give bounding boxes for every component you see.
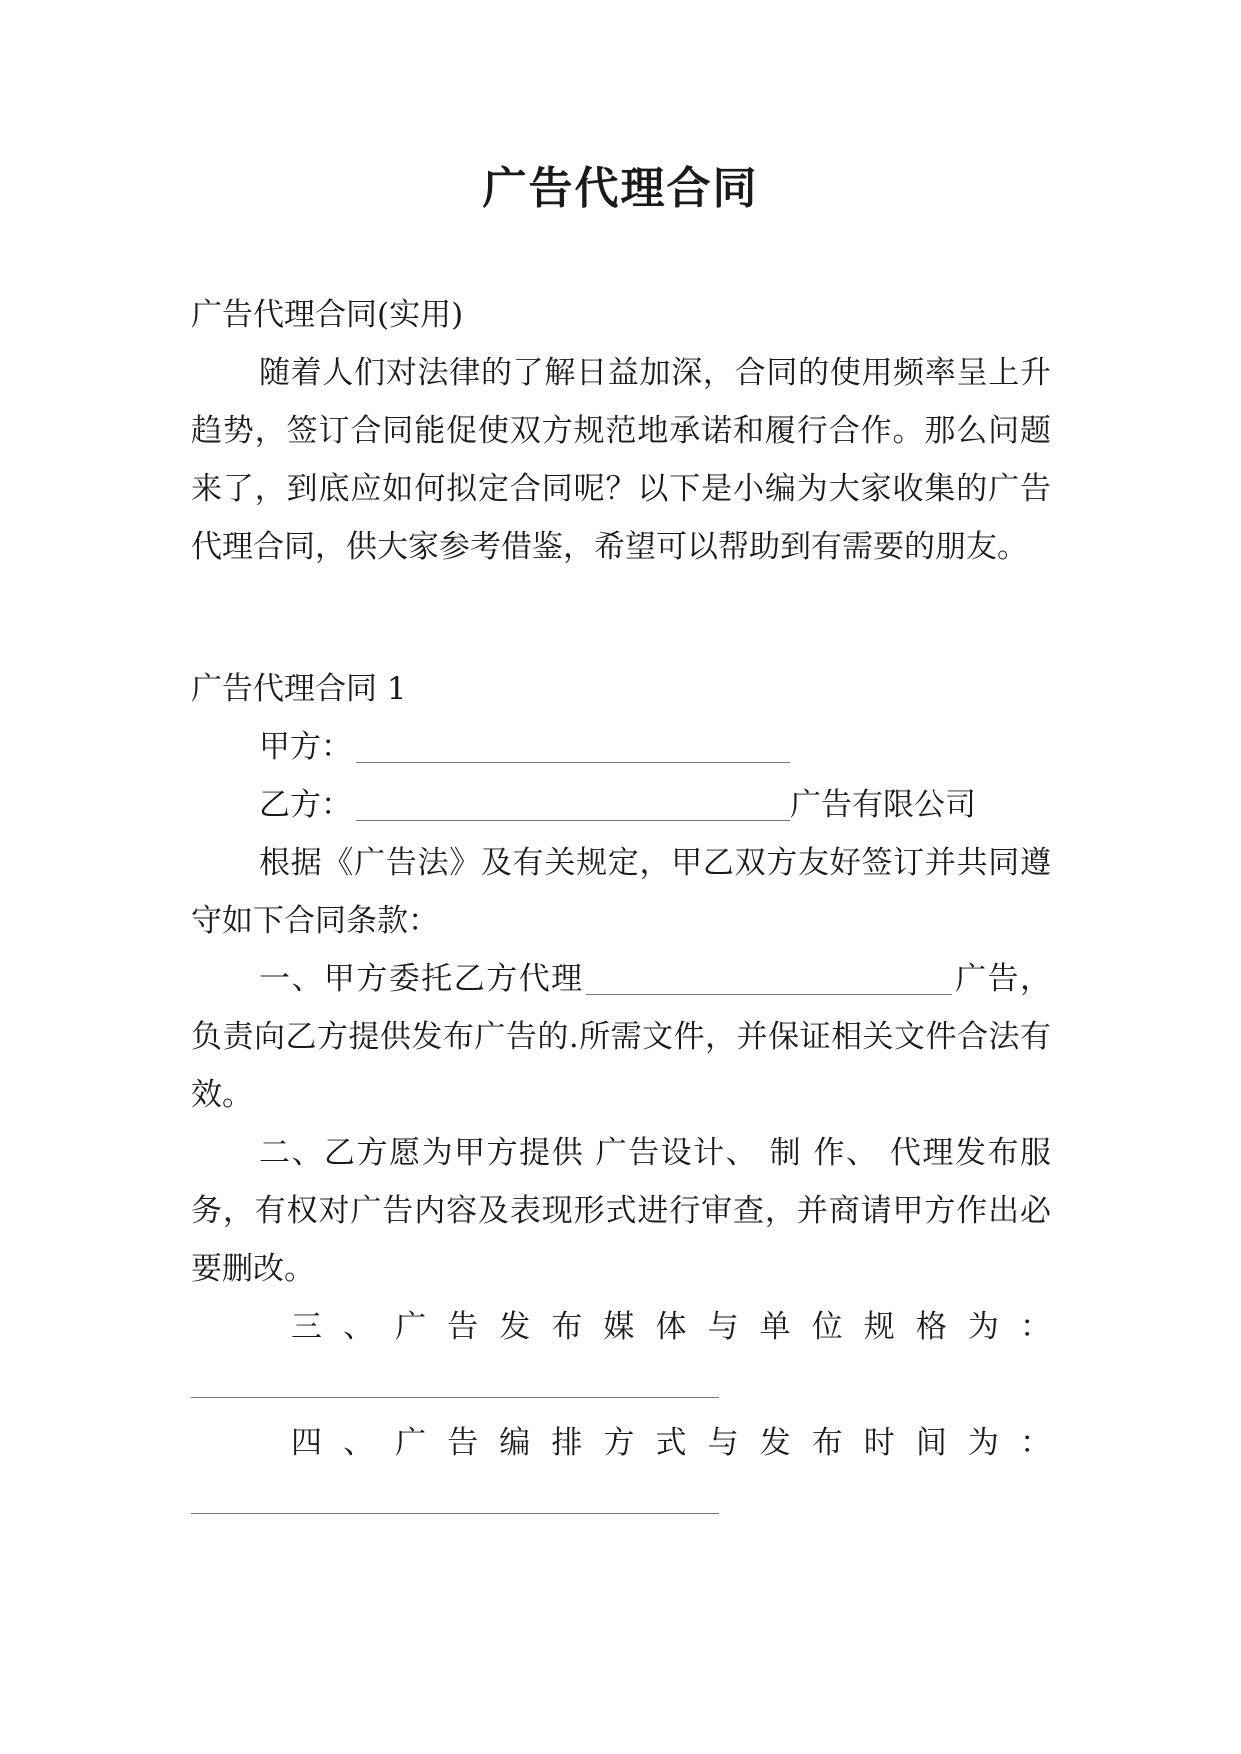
clause-1	[191, 950, 1051, 1124]
document-title: 广告代理合同	[482, 163, 759, 214]
document-body	[191, 286, 1051, 1530]
clause-4: 四、广告编排方式与发布时间为：	[291, 1425, 1051, 1461]
clause-4-rule	[191, 1513, 719, 1514]
party-a-blank[interactable]	[356, 732, 790, 763]
clause-3: 三、广告发布媒体与单位规格为：	[291, 1309, 1051, 1345]
paragraph-spacer	[191, 576, 1051, 660]
party-a-line	[191, 718, 1051, 776]
party-b-blank[interactable]	[356, 790, 790, 821]
clause-1-suffix: 广告，负责向乙方提供发布广告的.所需文件，并保证相关文件合法有效。	[191, 961, 1052, 1113]
preamble-paragraph: 根据《广告法》及有关规定，甲乙双方友好签订并共同遵守如下合同条款：	[191, 845, 1051, 939]
intro-paragraph: 随着人们对法律的了解日益加深，合同的使用频率呈上升趋势，签订合同能促使双方规范地承诺和履行合作。那么问题来了，到底应如何拟定合同呢？以下是小编为大家收集的广告代理合同，供大家参考借鉴，希望可以帮助到有需要的朋友。	[191, 355, 1051, 565]
party-b-suffix: 广告有限公司	[790, 787, 976, 823]
section-heading: 广告代理合同 1	[191, 671, 407, 707]
document-subtitle: 广告代理合同(实用)	[191, 297, 464, 333]
party-a-label: 甲方：	[259, 729, 352, 765]
clause-2: 二、乙方愿为甲方提供 广告设计、 制 作、 代理发布服务，有权对广告内容及表现形式进行审查，并商请甲方作出必要删改。	[191, 1135, 1051, 1287]
clause-3-blank[interactable]	[191, 1356, 1051, 1414]
clause-4-blank[interactable]	[191, 1472, 1051, 1530]
agent-ad-blank[interactable]	[586, 964, 952, 995]
clause-3-rule	[191, 1397, 719, 1398]
clause-1-prefix: 一、甲方委托乙方代理	[259, 961, 584, 997]
party-b-line	[191, 776, 1051, 834]
party-b-label: 乙方：	[259, 787, 352, 823]
